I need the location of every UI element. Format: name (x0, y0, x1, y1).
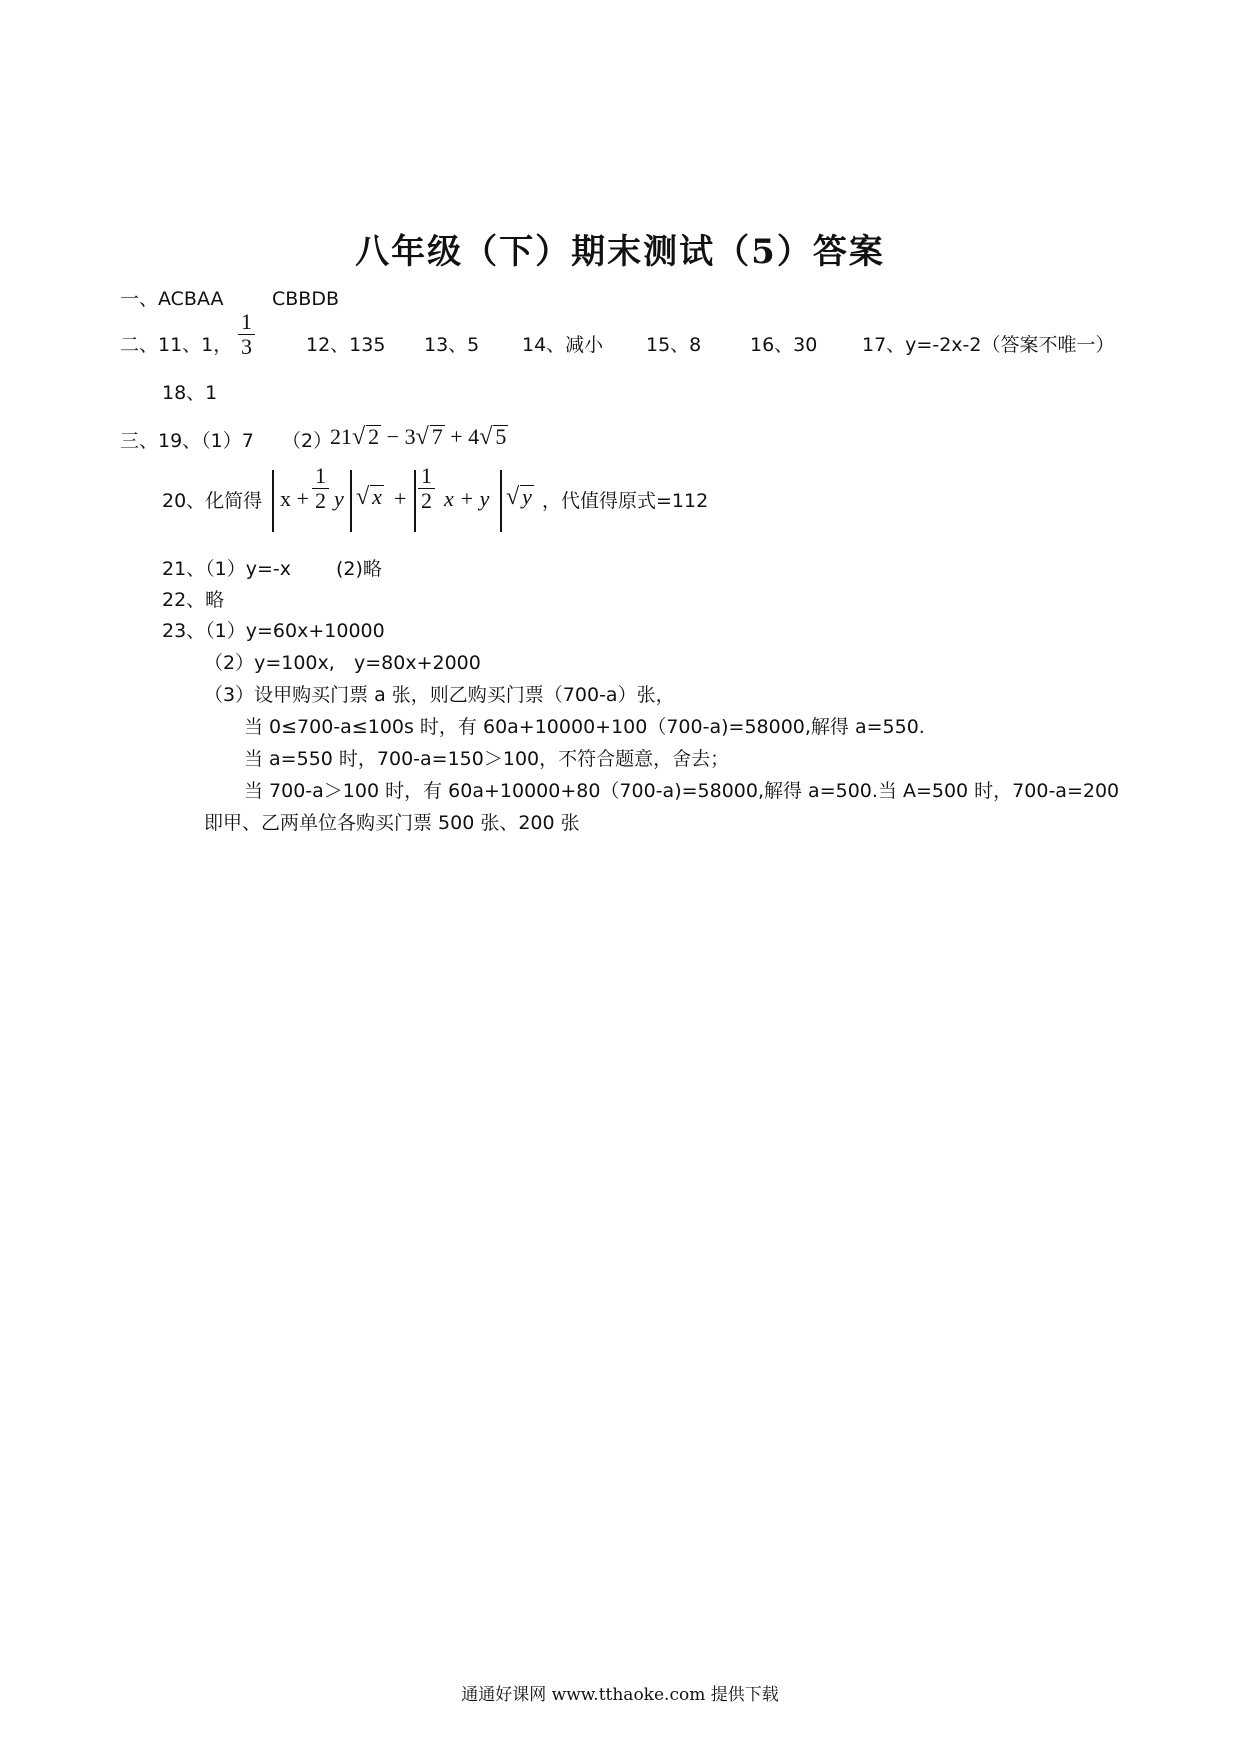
q22-answer: 22、略 (162, 589, 225, 611)
q20-fraction-2 (418, 464, 435, 513)
q23-part3-line2: 当 a=550 时，700-a=150＞100，不符合题意，舍去； (244, 748, 730, 770)
q11-fraction (238, 310, 255, 359)
q11-fraction-denominator: 3 (241, 334, 252, 359)
q19-coef-21: 21 (330, 424, 352, 449)
q16-answer: 16、30 (750, 334, 818, 356)
q20-plus: + (394, 486, 407, 511)
q21-part1: 21、（1）y=-x (162, 558, 292, 580)
q23-part2-a: （2）y=100x, (204, 652, 335, 674)
q20-result: ，代值得原式=112 (542, 490, 709, 512)
q14-answer: 14、减小 (522, 334, 604, 356)
q19-part1: 三、19、（1）7 (120, 430, 254, 452)
q19-radicand-7: 7 (431, 424, 443, 449)
q21-part2: (2)略 (336, 558, 382, 580)
q20-fraction-2-denominator: 2 (421, 488, 432, 513)
sqrt-icon: √ (356, 484, 370, 510)
page-title: 八年级（下）期末测试（5）答案 (355, 232, 885, 272)
abs-bar-icon (350, 470, 352, 532)
q20-fraction-1-denominator: 2 (315, 488, 326, 513)
q20-fraction-1 (312, 464, 329, 513)
q11-answer: 二、11、1， (120, 334, 233, 356)
abs-bar-icon (414, 470, 416, 532)
q13-answer: 13、5 (424, 334, 480, 356)
q20-answer (162, 463, 762, 548)
q15-answer: 15、8 (646, 334, 702, 356)
abs-bar-icon (500, 470, 502, 532)
q23-part2-b: y=80x+2000 (354, 652, 481, 674)
q20-fraction-1-numerator: 1 (312, 464, 329, 489)
q12-answer: 12、135 (306, 334, 386, 356)
part1-group2: CBBDB (272, 288, 340, 310)
q23-part3-line3: 当 700-a＞100 时，有 60a+10000+80（700-a)=58000,解得 a=500.当 A=500 时，700-a=200 (244, 780, 1120, 802)
q11-fraction-numerator: 1 (238, 310, 255, 335)
q18-answer: 18、1 (162, 382, 218, 404)
q21-answer (162, 556, 562, 582)
q20-x-plus: x + (280, 486, 309, 511)
q20-radicand-x: x (372, 484, 382, 509)
q20-y: y (334, 486, 344, 511)
q20-x-plus-y: x + y (444, 486, 490, 511)
q19-answer (120, 424, 720, 458)
q20-fraction-2-numerator: 1 (418, 464, 435, 489)
sqrt-icon: √ (506, 484, 520, 510)
q17-answer: 17、y=-2x-2（答案不唯一） (862, 334, 1115, 356)
q19-minus-3: − 3 (381, 424, 416, 449)
answer-part2 (120, 309, 1220, 402)
part1-group1: 一、ACBAA (120, 288, 224, 310)
q23-part3-line1: 当 0≤700-a≤100s 时，有 60a+10000+100（700-a)=58000,解得 a=550. (244, 716, 925, 738)
q23-conclusion: 即甲、乙两单位各购买门票 500 张、200 张 (204, 812, 580, 834)
footer-credit: 通通好课网 www.tthaoke.com 提供下载 (461, 1685, 779, 1705)
q20-radicand-y: y (522, 484, 532, 509)
q23-part1: 23、（1）y=60x+10000 (162, 620, 385, 642)
q20-label: 20、化简得 (162, 490, 263, 512)
q19-plus-4: + 4 (444, 424, 480, 449)
q20-sqrt-x (356, 484, 384, 510)
q23-part3: （3）设甲购买门票 a 张，则乙购买门票（700-a）张， (204, 684, 675, 706)
q23-part2 (204, 650, 604, 676)
q19-radicand-5: 5 (495, 424, 507, 449)
sqrt-icon: √ (352, 424, 366, 450)
q19-part2-label: （2） (282, 430, 333, 452)
sqrt-icon: √ (415, 424, 429, 450)
q19-radicand-2: 2 (368, 424, 380, 449)
q20-sqrt-y (506, 484, 534, 510)
sqrt-icon: √ (479, 424, 493, 450)
abs-bar-icon (272, 470, 274, 532)
q19-part2-expression (330, 424, 508, 450)
